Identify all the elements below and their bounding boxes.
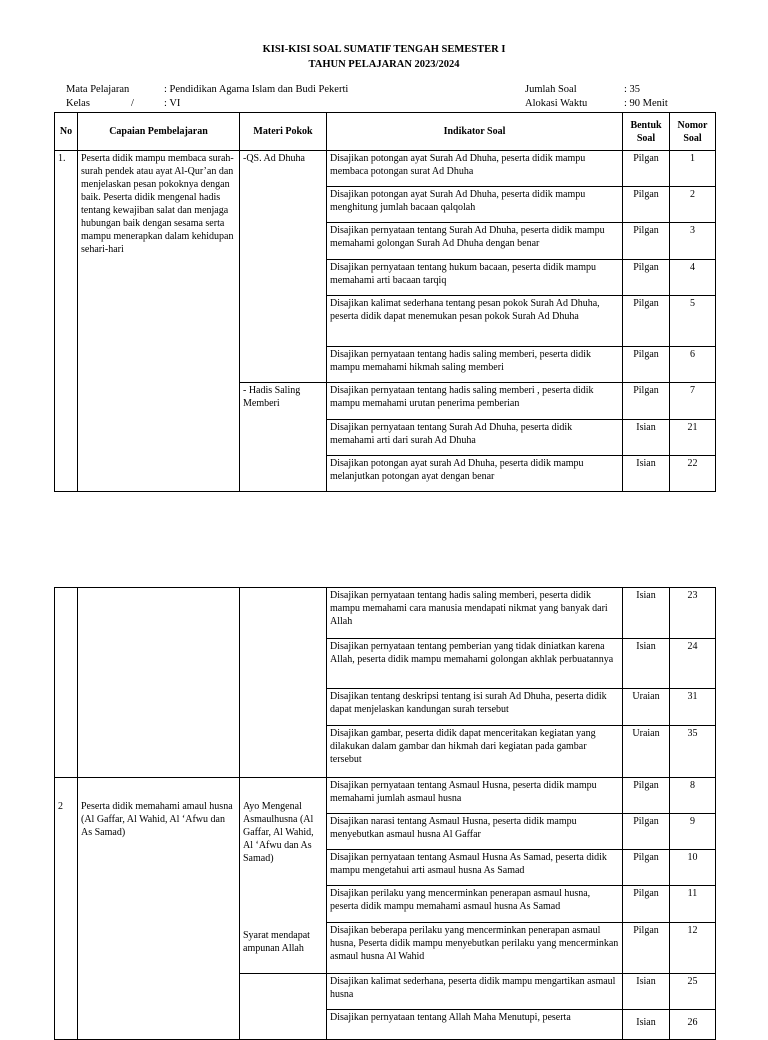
subject-label: Mata Pelajaran <box>66 84 130 95</box>
bentuk-cell: Isian <box>623 456 670 492</box>
bentuk-cell: Pilgan <box>623 850 670 886</box>
section2-no: 2 <box>55 778 78 1040</box>
indikator-cell: Disajikan pernyataan tentang hadis saling memberi, peserta didik mampu memahami hikmah saling memberi <box>327 347 623 383</box>
document-subtitle: TAHUN PELAJARAN 2023/2024 <box>308 59 460 70</box>
nomor-cell: 7 <box>670 383 716 420</box>
indikator-cell: Disajikan pernyataan tentang Asmaul Husna As Samad, peserta didik mampu mengetahui arti asmaul husna As Samad <box>327 850 623 886</box>
time-allocation-label: Alokasi Waktu <box>525 98 588 109</box>
class-value: : VI <box>164 98 181 109</box>
header-materi: Materi Pokok <box>240 113 327 151</box>
header-indikator: Indikator Soal <box>327 113 623 151</box>
indikator-cell: Disajikan perilaku yang mencerminkan penerapan asmaul husna, peserta didik mampu memahami asmaul husna As Samad <box>327 886 623 923</box>
nomor-cell: 2 <box>670 187 716 223</box>
bentuk-cell: Isian <box>623 420 670 456</box>
nomor-cell: 4 <box>670 260 716 296</box>
nomor-cell: 12 <box>670 923 716 974</box>
bentuk-cell: Pilgan <box>623 383 670 420</box>
nomor-cell: 9 <box>670 814 716 850</box>
bentuk-cell: Uraian <box>623 689 670 726</box>
subject-value: : Pendidikan Agama Islam dan Budi Pekerti <box>164 84 349 95</box>
table-row <box>55 588 716 639</box>
indikator-cell: Disajikan pernyataan tentang Surah Ad Dhuha, peserta didik mampu memahami golongan Surah Ad Dhuha dengan benar <box>327 223 623 260</box>
nomor-cell: 6 <box>670 347 716 383</box>
bentuk-cell: Pilgan <box>623 886 670 923</box>
nomor-cell: 22 <box>670 456 716 492</box>
indikator-cell: Disajikan kalimat sederhana tentang pesan pokok Surah Ad Dhuha, peserta didik dapat menemukan pesan pokok Surah Ad Dhuha <box>327 296 623 347</box>
indikator-cell: Disajikan pernyataan tentang hadis saling memberi , peserta didik mampu memahami urutan penerima pemberian <box>327 383 623 420</box>
question-count-label: Jumlah Soal <box>525 84 577 95</box>
continuation-materi <box>240 588 327 778</box>
nomor-cell: 23 <box>670 588 716 639</box>
document-title: KISI-KISI SOAL SUMATIF TENGAH SEMESTER I <box>262 44 506 55</box>
section1-capaian: Peserta didik mampu membaca surah-surah pendek atau ayat Al-Qur’an dan menjelaskan pesan pokoknya dengan baik. Peserta didik mengenal hadis tentang kewajiban salat dan menjaga hubungan baik dengan sesama serta mampu menerapkan dalam kehidupan sehari-hari <box>78 151 240 492</box>
indikator-cell: Disajikan pernyataan tentang hukum bacaan, peserta didik mampu memahami arti bacaan tarqiq <box>327 260 623 296</box>
nomor-cell: 31 <box>670 689 716 726</box>
bentuk-cell: Pilgan <box>623 187 670 223</box>
section2-materi-b-text: Syarat mendapat ampunan Allah <box>243 930 310 954</box>
time-allocation-value: : 90 Menit <box>624 98 668 109</box>
section2-capaian: Peserta didik memahami amaul husna (Al Gaffar, Al Wahid, Al ‘Afwu dan As Samad) <box>78 778 240 1040</box>
nomor-cell: 5 <box>670 296 716 347</box>
section1-no: 1. <box>55 151 78 492</box>
bentuk-cell: Isian <box>623 639 670 689</box>
nomor-cell: 10 <box>670 850 716 886</box>
indikator-cell: Disajikan potongan ayat Surah Ad Dhuha, peserta didik mampu menghitung jumlah bacaan qalqolah <box>327 187 623 223</box>
section1-materi-a: -QS. Ad Dhuha <box>240 151 327 383</box>
indikator-cell: Disajikan tentang deskripsi tentang isi surah Ad Dhuha, peserta didik dapat menjelaskan kandungan surah tersebut <box>327 689 623 726</box>
class-slash: / <box>131 98 134 109</box>
indikator-cell: Disajikan pernyataan tentang Allah Maha Menutupi, peserta <box>327 1010 623 1040</box>
blueprint-table-part2 <box>54 587 716 1040</box>
nomor-cell: 26 <box>670 1010 716 1040</box>
nomor-cell: 8 <box>670 778 716 814</box>
nomor-cell: 24 <box>670 639 716 689</box>
question-count-value: : 35 <box>624 84 641 95</box>
bentuk-cell: Pilgan <box>623 923 670 974</box>
continuation-capaian <box>78 588 240 778</box>
bentuk-cell: Pilgan <box>623 296 670 347</box>
table-row <box>55 778 716 814</box>
header-capaian: Capaian Pembelajaran <box>78 113 240 151</box>
bentuk-cell: Pilgan <box>623 814 670 850</box>
indikator-cell: Disajikan pernyataan tentang Asmaul Husna, peserta didik mampu memahami jumlah asmaul husna <box>327 778 623 814</box>
nomor-cell: 3 <box>670 223 716 260</box>
indikator-cell: Disajikan pernyataan tentang pemberian yang tidak diniatkan karena Allah, peserta didik mampu memahami golongan akhlak perbuatannya <box>327 639 623 689</box>
nomor-cell: 35 <box>670 726 716 778</box>
header-nomor: Nomor Soal <box>670 113 716 151</box>
indikator-cell: Disajikan potongan ayat surah Ad Dhuha, peserta didik mampu melanjutkan potongan ayat dengan benar <box>327 456 623 492</box>
section2-materi-a: Ayo Mengenal Asmaulhusna (Al Gaffar, Al Wahid, Al ‘Afwu dan As Samad) <box>240 778 327 974</box>
header-no: No <box>55 113 78 151</box>
indikator-cell: Disajikan pernyataan tentang Surah Ad Dhuha, peserta didik memahami arti dari surah Ad Dhuha <box>327 420 623 456</box>
bentuk-cell: Pilgan <box>623 223 670 260</box>
nomor-cell: 1 <box>670 151 716 187</box>
section1-materi-b: - Hadis Saling Memberi <box>240 383 327 492</box>
indikator-cell: Disajikan kalimat sederhana, peserta didik mampu mengartikan asmaul husna <box>327 974 623 1010</box>
bentuk-cell: Pilgan <box>623 778 670 814</box>
indikator-cell: Disajikan pernyataan tentang hadis saling memberi, peserta didik mampu memahami cara manusia mendapati nikmat yang banyak dari Allah <box>327 588 623 639</box>
nomor-cell: 21 <box>670 420 716 456</box>
blueprint-table-part1 <box>54 112 716 492</box>
indikator-cell: Disajikan potongan ayat Surah Ad Dhuha, peserta didik mampu membaca potongan surat Ad Dhuha <box>327 151 623 187</box>
class-label: Kelas <box>66 98 90 109</box>
continuation-no <box>55 588 78 778</box>
bentuk-cell: Isian <box>623 1010 670 1040</box>
nomor-cell: 11 <box>670 886 716 923</box>
bentuk-cell: Pilgan <box>623 260 670 296</box>
indikator-cell: Disajikan gambar, peserta didik dapat menceritakan kegiatan yang dilakukan dalam gambar dan hikmah dari kegiatan pada gambar tersebut <box>327 726 623 778</box>
bentuk-cell: Isian <box>623 588 670 639</box>
nomor-cell: 25 <box>670 974 716 1010</box>
bentuk-cell: Isian <box>623 974 670 1010</box>
table-row <box>55 151 716 187</box>
indikator-cell: Disajikan narasi tentang Asmaul Husna, peserta didik mampu menyebutkan asmaul husna Al Gaffar <box>327 814 623 850</box>
bentuk-cell: Pilgan <box>623 347 670 383</box>
bentuk-cell: Pilgan <box>623 151 670 187</box>
indikator-cell: Disajikan beberapa perilaku yang mencerminkan penerapan asmaul husna, Peserta didik mampu menyebutkan perilaku yang mencerminkan asmaul husna Al Wahid <box>327 923 623 974</box>
section2-materi-b <box>240 930 327 1040</box>
table-header-row <box>55 113 716 151</box>
header-bentuk: Bentuk Soal <box>623 113 670 151</box>
bentuk-cell: Uraian <box>623 726 670 778</box>
